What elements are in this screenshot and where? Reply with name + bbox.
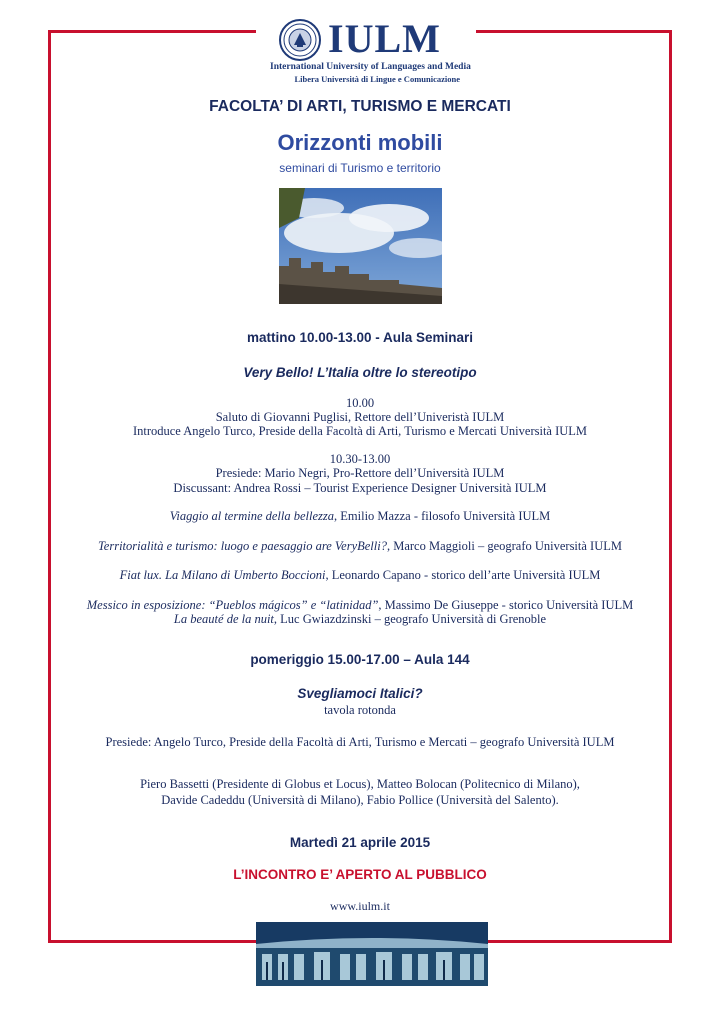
morning-session-heading: mattino 10.00-13.00 - Aula Seminari [246,330,474,345]
talk-speaker: , Massimo De Giuseppe - storico Università IULM [378,598,634,612]
talk-5 [48,612,672,627]
introduction: Introduce Angelo Turco, Preside della Facoltà di Arti, Turismo e Mercati Università IULM [132,424,588,438]
logo-line-2: Libera Università di Lingue e Comunicazione [294,74,460,84]
talk-title: Territorialità e turismo: luogo e paesaggio are VeryBelli? [97,539,387,553]
time-slot-1: 10.00 [345,396,375,410]
talk-3 [48,568,672,583]
university-seal-icon [278,18,322,62]
time-slot-2: 10.30-13.00 [329,452,391,466]
logo-wordmark: IULM [328,16,441,61]
page-title: Orizzonti mobili [277,130,443,155]
talk-1 [48,509,672,524]
morning-theme: Very Bello! L’Italia oltre lo stereotipo [243,365,477,380]
talk-title: La beauté de la nuit [173,612,274,626]
website-link[interactable]: www.iulm.it [330,899,390,913]
talk-speaker: , Luc Gwiazdzinski – geografo Università di Grenoble [273,612,547,626]
afternoon-chair: Presiede: Angelo Turco, Preside della Facoltà di Arti, Turismo e Mercati – geografo Università IULM [105,735,615,749]
discussant: Discussant: Andrea Rossi – Tourist Experience Designer Università IULM [173,481,547,495]
round-table-label: tavola rotonda [324,703,396,717]
afternoon-theme: Svegliamoci Italici? [297,686,423,701]
event-date: Martedì 21 aprile 2015 [289,835,431,850]
morning-chair: Presiede: Mario Negri, Pro-Rettore dell’Università IULM [215,466,505,480]
castle-sky-photo [279,188,442,304]
talk-speaker: , Emilio Mazza - filosofo Università IULM [334,509,551,523]
frame-bottom-left [48,940,258,943]
talk-speaker: , Leonardo Capano - storico dell’arte Università IULM [325,568,601,582]
talk-speaker: , Marco Maggioli – geografo Università IULM [386,539,622,553]
campus-building-image [256,922,488,986]
talk-title: Fiat lux. La Milano di Umberto Boccioni [119,568,326,582]
logo-line-1: International University of Languages and Media [270,62,471,72]
afternoon-session-heading: pomeriggio 15.00-17.00 – Aula 144 [250,652,470,667]
frame-top-left [48,30,256,33]
talk-title: Viaggio al termine della bellezza [169,509,335,523]
faculty-heading: FACOLTA’ DI ARTI, TURISMO E MERCATI [209,98,511,115]
talk-2 [48,539,672,554]
talk-title: Messico in esposizione: “Pueblos mágicos” e “latinidad” [86,598,379,612]
frame-top-right [476,30,672,33]
public-notice: L’INCONTRO E’ APERTO AL PUBBLICO [233,867,487,882]
talk-4 [48,598,672,613]
panel-line-2: Davide Cadeddu (Università di Milano), Fabio Pollice (Università del Salento). [161,793,559,807]
panel-line-1: Piero Bassetti (Presidente di Globus et Locus), Matteo Bolocan (Politecnico di Milano), [140,777,580,791]
iulm-logo [270,14,471,84]
rector-greeting: Saluto di Giovanni Puglisi, Rettore dell’Univeristà IULM [215,410,505,424]
page-subtitle: seminari di Turismo e territorio [279,161,441,175]
frame-bottom-right [488,940,672,943]
